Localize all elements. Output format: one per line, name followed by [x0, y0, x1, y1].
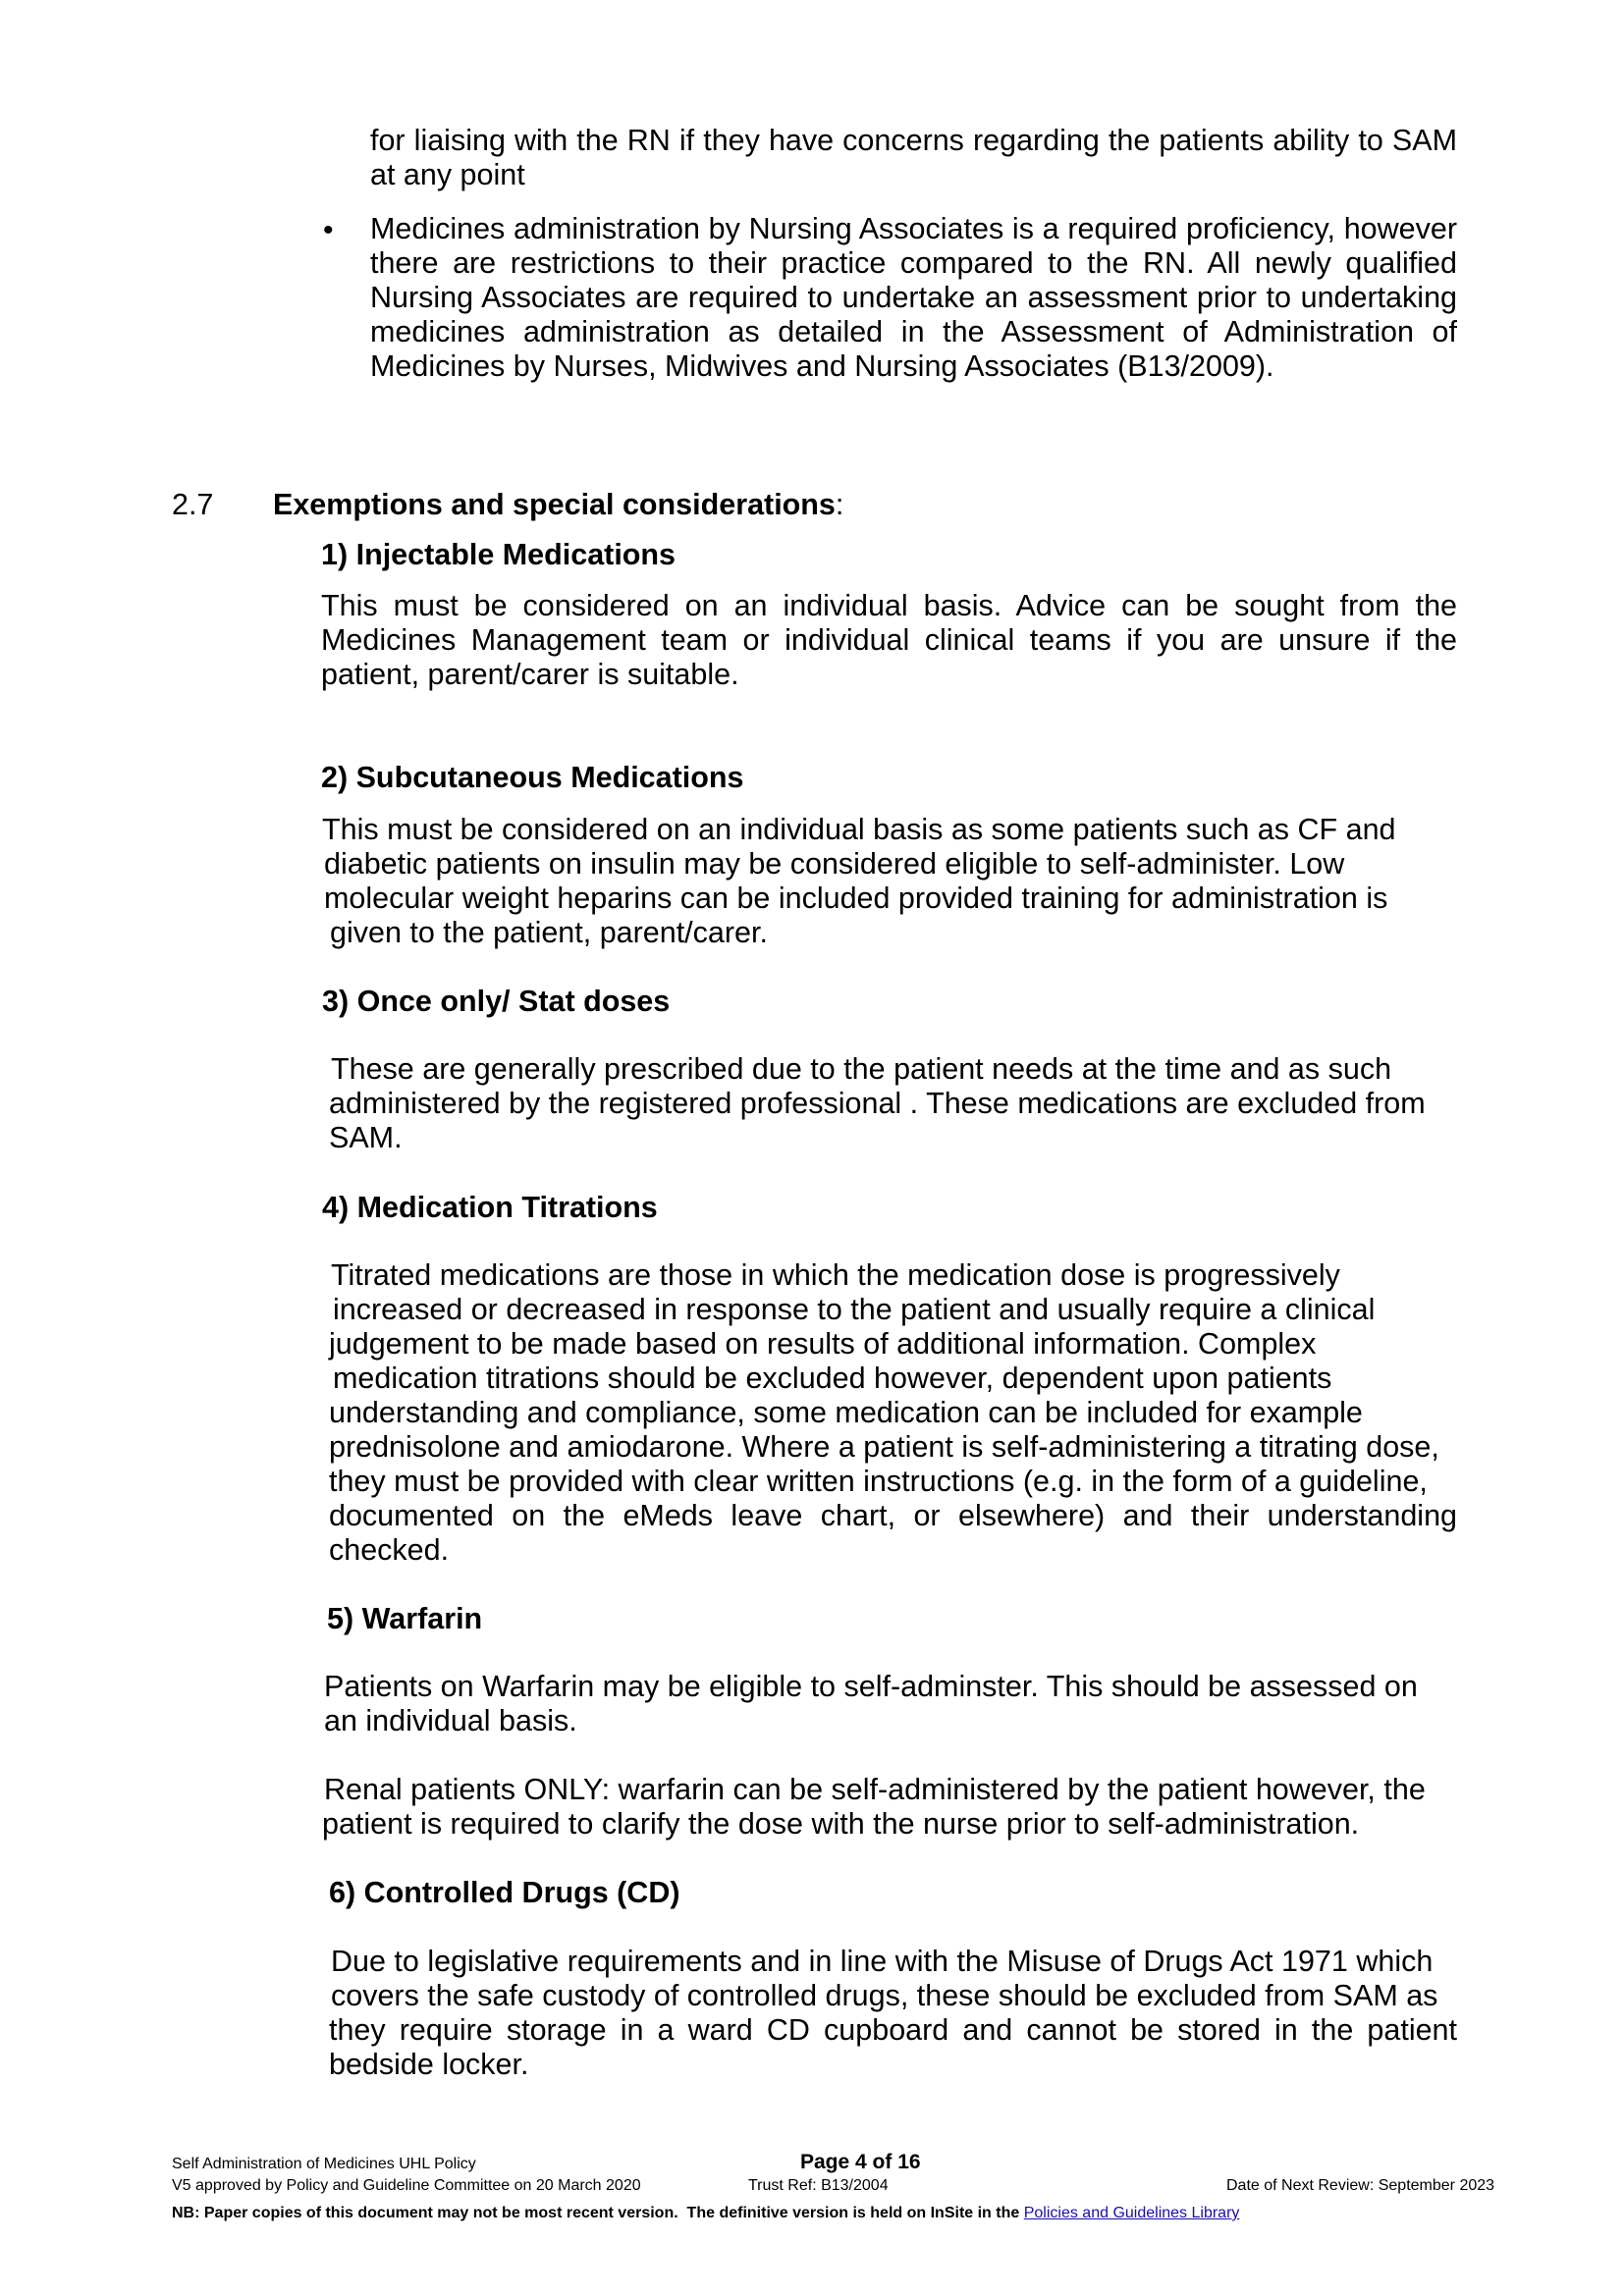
- subcutaneous-line: molecular weight heparins can be included provided training for administration is: [324, 881, 1388, 915]
- stat-line: administered by the registered professional . These medications are excluded from: [329, 1087, 1426, 1120]
- titrations-line: documented on the eMeds leave chart, or elsewhere) and their understanding: [329, 1499, 1457, 1532]
- cd-line: Due to legislative requirements and in line with the Misuse of Drugs Act 1971 which: [331, 1945, 1434, 1978]
- titrations-line: understanding and compliance, some medication can be included for example: [329, 1396, 1363, 1429]
- subcutaneous-line: This must be considered on an individual basis as some patients such as CF and: [322, 813, 1396, 846]
- titrations-line: judgement to be made based on results of additional information. Complex: [329, 1327, 1317, 1361]
- titrations-line: Titrated medications are those in which the medication dose is progressively: [331, 1258, 1340, 1292]
- stat-heading: 3) Once only/ Stat doses: [322, 985, 671, 1018]
- subcutaneous-line: given to the patient, parent/carer.: [330, 916, 768, 949]
- titrations-line: checked.: [329, 1533, 450, 1567]
- stat-line: SAM.: [329, 1121, 403, 1154]
- cd-line: bedside locker.: [329, 2048, 529, 2081]
- footer-approval: V5 approved by Policy and Guideline Committee on 20 March 2020: [172, 2177, 641, 2194]
- cd-heading: 6) Controlled Drugs (CD): [329, 1876, 680, 1909]
- subcutaneous-line: diabetic patients on insulin may be considered eligible to self-administer. Low: [324, 847, 1345, 881]
- section-number: 2.7: [172, 488, 214, 521]
- warfarin-line: an individual basis.: [324, 1704, 577, 1737]
- footer-trust-ref: Trust Ref: B13/2004: [748, 2177, 889, 2194]
- footer-doc-title: Self Administration of Medicines UHL Policy: [172, 2156, 476, 2172]
- footer-nb-text: NB: Paper copies of this document may not be most recent version. The definitive version is held on InSite in the: [172, 2205, 1024, 2221]
- cd-line: covers the safe custody of controlled drugs, these should be excluded from SAM as: [331, 1979, 1438, 2012]
- titrations-line: they must be provided with clear written instructions (e.g. in the form of a guideline,: [329, 1465, 1428, 1498]
- stat-line: These are generally prescribed due to the patient needs at the time and as such: [331, 1052, 1392, 1086]
- footer-review-date: Date of Next Review: September 2023: [1226, 2177, 1495, 2194]
- continued-bullet-text: for liaising with the RN if they have concerns regarding the patients ability to SAM at any point: [370, 124, 1457, 191]
- titrations-heading: 4) Medication Titrations: [322, 1191, 658, 1224]
- subcutaneous-heading: 2) Subcutaneous Medications: [321, 761, 744, 794]
- warfarin-line: patient is required to clarify the dose with the nurse prior to self-administration.: [322, 1807, 1360, 1841]
- injectable-heading: 1) Injectable Medications: [321, 538, 677, 571]
- titrations-line: increased or decreased in response to the patient and usually require a clinical: [333, 1293, 1376, 1326]
- footer-page-number: Page 4 of 16: [800, 2151, 921, 2173]
- bullet-dot: •: [323, 214, 334, 246]
- policies-library-link[interactable]: Policies and Guidelines Library: [1023, 2205, 1240, 2221]
- titrations-line: medication titrations should be excluded however, dependent upon patients: [333, 1362, 1332, 1395]
- titrations-line: prednisolone and amiodarone. Where a patient is self-administering a titrating dose,: [329, 1430, 1439, 1464]
- warfarin-heading: 5) Warfarin: [327, 1602, 483, 1635]
- section-heading: [273, 488, 843, 522]
- warfarin-line: Patients on Warfarin may be eligible to self-adminster. This should be assessed on: [324, 1670, 1418, 1703]
- footer-nb: [172, 2204, 1239, 2223]
- nursing-associates-bullet-text: Medicines administration by Nursing Associates is a required proficiency, however there are restrictions to their practice compared to the RN. All newly qualified Nursing Associates are required to undertake an assessment prior to undertaking medicines administration as detailed in the Assessment of Administration of Medicines by Nurses, Midwives and Nursing Associates (B13/2009).: [370, 212, 1457, 383]
- section-title: Exemptions and special considerations: [273, 488, 836, 521]
- cd-line: they require storage in a ward CD cupboard and cannot be stored in the patient: [329, 2013, 1457, 2047]
- injectable-body: This must be considered on an individual basis. Advice can be sought from the Medicines Management team or individual clinical teams if you are unsure if the patient, parent/carer is suitable.: [321, 589, 1457, 691]
- section-title-colon: :: [835, 488, 844, 521]
- warfarin-line: Renal patients ONLY: warfarin can be self-administered by the patient however, the: [324, 1773, 1426, 1806]
